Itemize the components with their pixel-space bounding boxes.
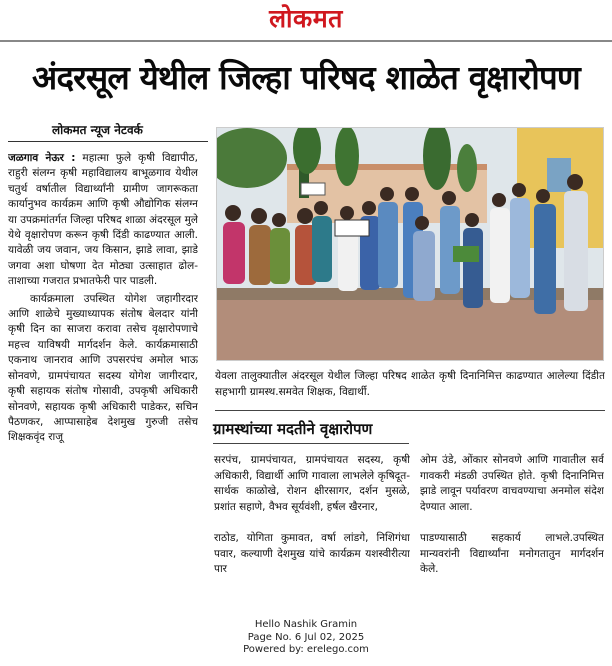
article-body-column bbox=[8, 151, 198, 616]
article-paragraph-text: महात्मा फुले कृषी विद्यापीठ, राहुरी संलग्न कृषी महाविद्यालय बाभूळगाव येथील चतुर्थ वर्षातील विद्यार्थ्यांनी ग्रामीण जागरूकता कार्यानुभव कार्यक्रम आणि कृषी औद्योगिक संलग्न या उपक्रमांतर्गत जिल्हा परिषद शाळा अंदरसूल मुले येथे वृक्षारोपण करून कृषी दिंडी काढण्यात आली. यावेळी जय जवान, जय किसान, झाडे लावा, झाडे जगवा अशा घोषणा देत मोठ्या उत्साहात ढोल-ताशाच्या गजरात प्रभातफेरी पार पाडली. bbox=[8, 152, 198, 288]
photo-caption: येवला तालुक्यातील अंदरसूल येथील जिल्हा परिषद शाळेत कृषी दिनानिमित्त काढण्यात आलेल्या दिंडीत सहभागी ग्रामस्थ.समवेत शिक्षक, विद्यार्थी. bbox=[215, 370, 605, 398]
masthead bbox=[0, 0, 612, 38]
article-photo[interactable] bbox=[216, 127, 604, 361]
caption-divider bbox=[215, 410, 605, 411]
article-paragraph: सरपंच, ग्रामपंचायत, ग्रामपंचायत सदस्य, कृषी अधिकारी, विद्यार्थी आणि गावाला लाभलेले कृषिदूत-सार्थक काळोखे, रोशन क्षीरसागर, दर्शन मुसळे, प्रशांत सहाणे, वैभव सूर्यवंशी, हर्षल खैरनार, bbox=[214, 454, 410, 513]
article-byline: लोकमत न्यूज नेटवर्क bbox=[52, 123, 143, 137]
article-dateline: जळगाव नेऊर : bbox=[8, 152, 76, 164]
article-paragraph: ओम उंडे, ओंकार सोनवणे आणि गावातील सर्व गावकरी मंडळी उपस्थित होते. कृषी दिनानिमित्त झाडे लावून पर्यावरण वाचवण्याचा अनमोल संदेश देण्यात आला. bbox=[420, 454, 604, 513]
subheading-divider bbox=[213, 443, 409, 444]
article-subheading: ग्रामस्थांच्या मदतीने वृक्षारोपण bbox=[213, 420, 373, 438]
page-footer bbox=[0, 619, 612, 657]
article-paragraph bbox=[8, 151, 198, 290]
article-column-2 bbox=[214, 453, 410, 603]
article-column-3 bbox=[420, 453, 604, 603]
article-headline: अंदरसूल येथील जिल्हा परिषद शाळेत वृक्षारोपण bbox=[32, 58, 580, 97]
article-paragraph: राठोड, योगिता कुमावत, वर्षा लांडगे, निशिगंधा पवार, कल्याणी देशमुख यांचे कार्यक्रम यशस्वीरीत्या पार bbox=[214, 532, 410, 575]
newspaper-logo[interactable]: लोकमत bbox=[269, 4, 343, 33]
tree-planting-group-photo bbox=[217, 128, 603, 360]
edition-name: Hello Nashik Gramin bbox=[254, 619, 358, 630]
byline-divider bbox=[8, 141, 208, 142]
article-paragraph: पाडण्यासाठी सहकार्य लाभले.उपस्थित मान्यवरांनी विद्यार्थ्यांना मनोगतातुन मार्गदर्शन केले. bbox=[420, 532, 604, 575]
page-info: Page No. 6 Jul 02, 2025 bbox=[247, 631, 365, 643]
powered-by-link[interactable]: Powered by: erelego.com bbox=[243, 644, 369, 655]
masthead-divider bbox=[0, 40, 612, 42]
article-paragraph: कार्यक्रमाला उपस्थित योगेश जहागीरदार आणि शाळेचे मुख्याध्यापक संतोष बेलदार यांनी कृषी दिन का साजरा करावा तसेच वृक्षारोपणाचे महत्त्व याविषयी मार्गदर्शन केले. कार्यक्रमासाठी एकनाथ जानराव आणि उपसरपंच अमोल भाऊ सोनवणे, ग्रामपंचायत सदस्य योगेश जागीरदार, कृषी सहायक संतोष गोसावी, उपकृषी अधिकारी सोनवणे, सहायक कृषी अधिकारी पाडेकर, सचिन पैठणकर, आप्पासाहेब देशमुख गुरुजी तसेच शिक्षकवृंद राजू bbox=[8, 292, 198, 444]
